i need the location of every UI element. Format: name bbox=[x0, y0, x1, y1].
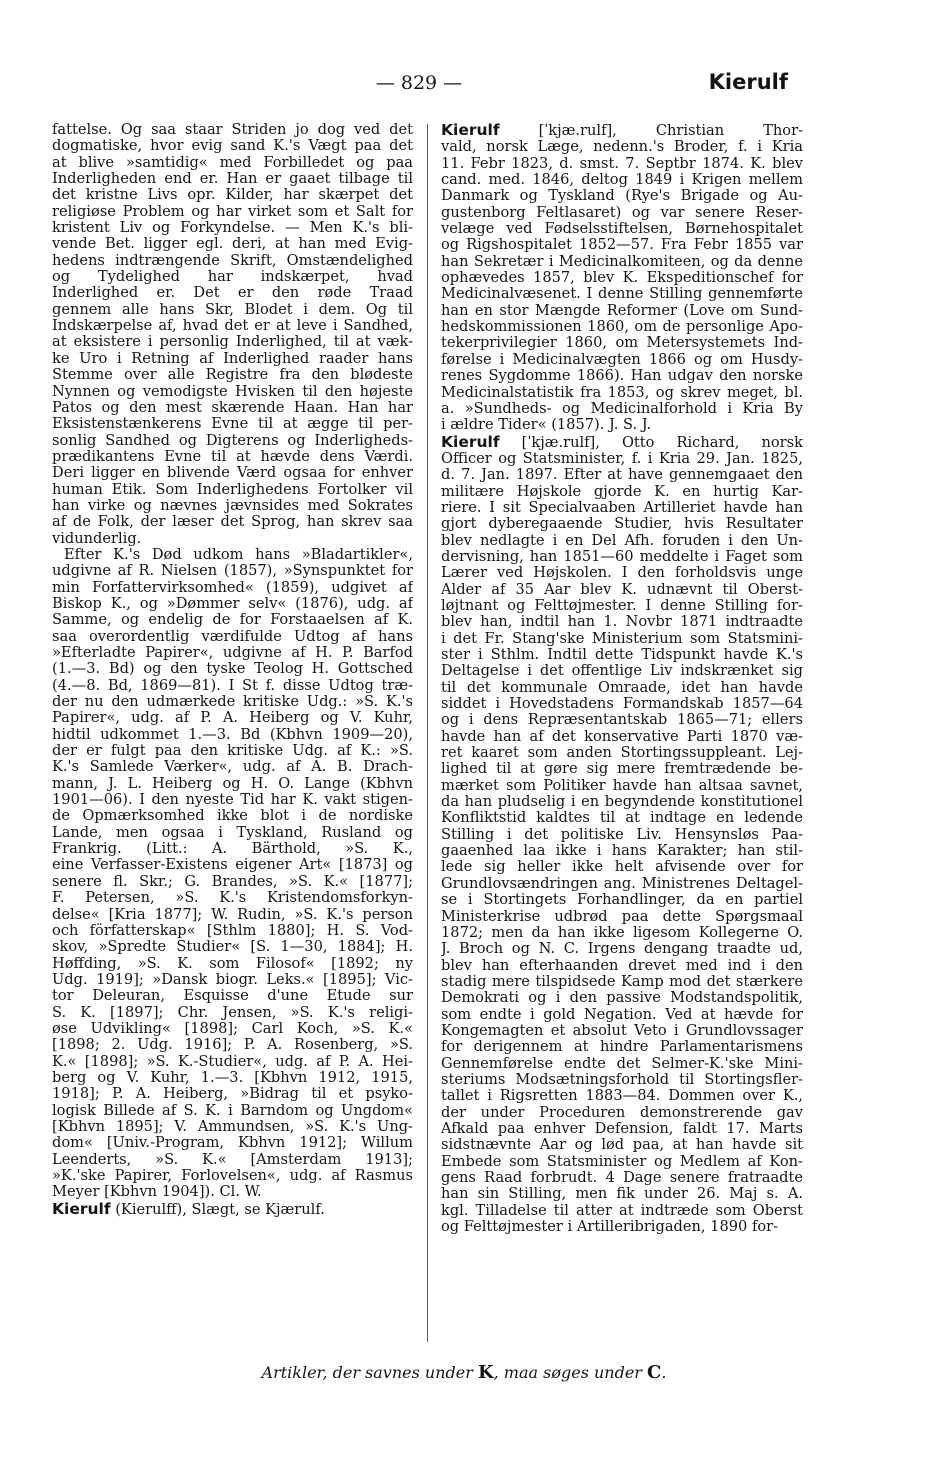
text-line: F. Petersen, »S. K.'s Kristendomsforkyn- bbox=[52, 890, 413, 907]
text-line: S. K. [1897]; Chr. Jensen, »S. K.'s religi- bbox=[52, 1004, 413, 1021]
text-line: human Etik. Som Inderlighedens Fortolker vil bbox=[52, 481, 413, 498]
text-line: gens Raad forbrudt. 4 Dage senere fratraadte bbox=[441, 1170, 803, 1186]
text-line: a. »Sundheds- og Medicinalforhold i Kria By bbox=[441, 400, 803, 417]
text-line: 1901—06). I den nyeste Tid har K. vakt stigen- bbox=[52, 792, 413, 809]
text-line: Inderlighed er. Det er den røde Traad bbox=[52, 285, 413, 302]
text-line: berg og V. Kuhr, 1.—3. [Kbhvn 1912, 1915, bbox=[52, 1069, 413, 1086]
text-line: se i Stortingets Forhandlinger, da en partiel bbox=[441, 892, 803, 909]
text-line: hidtil udkommet 1.—3. Bd (Kbhvn 1909—20), bbox=[52, 726, 413, 743]
text-line: ophævedes 1857, blev K. Ekspeditionschef for bbox=[441, 270, 803, 287]
text-line: for derigennem at hindre Parlamentarismens bbox=[441, 1039, 803, 1056]
footer-note bbox=[0, 1362, 928, 1383]
text-line: velæge ved Fødselsstiftelsen, Børnehospitalet bbox=[441, 221, 803, 238]
text-line: Efter K.'s Død udkom hans »Bladartikler«, bbox=[64, 546, 413, 563]
text-line: Kierulf (Kierulff), Slægt, se Kjærulf. bbox=[52, 1200, 325, 1218]
text-line: Inderligheden end er. Han er gaaet tilbage til bbox=[52, 171, 413, 188]
text-line: 11. Febr 1823, d. smst. 7. Septbr 1874. K. blev bbox=[441, 155, 803, 172]
text-line: i ældre Tider« (1857). J. S. J. bbox=[441, 417, 652, 434]
text-line: J. Broch og N. C. Irgens dengang traadte ud, bbox=[441, 941, 803, 958]
text-line: Medicinalvæsenet. I denne Stilling gennemførte bbox=[441, 286, 803, 303]
text-line: Udg. 1919]; »Dansk biogr. Leks.« [1895]; Vic- bbox=[52, 971, 413, 988]
text-line: han Sekretær i Medicinalkomiteen, og da denne bbox=[441, 253, 803, 270]
text-line: och författerskap« [Sthlm 1880]; H. S. Vod- bbox=[52, 922, 413, 939]
text-line: førelse i Medicinalvægten 1866 og om Husdy- bbox=[441, 351, 803, 368]
text-line: skov, »Spredte Studier« [S. 1—30, 1884]; H. bbox=[52, 939, 413, 956]
text-line: Høffding, »S. K. som Filosof« [1892; ny bbox=[52, 955, 413, 972]
text-line: [Kbhvn 1895]; V. Ammundsen, »S. K.'s Ung- bbox=[52, 1118, 413, 1135]
entry-headword: Kierulf bbox=[441, 122, 500, 139]
text-line: blev han, indtil han 1. Novbr 1871 indtraadte bbox=[441, 614, 803, 631]
text-line: Afkald paa enhver Defension, faldt 17. Marts bbox=[441, 1120, 803, 1137]
text-line: Kierulf [ˈkjæ.rulf], Christian Thor- bbox=[441, 122, 803, 139]
text-line: logisk Billede af S. K. i Barndom og Ungdom« bbox=[52, 1102, 413, 1119]
text-line: gaaenhed laa ikke i hans Karakter; han stil- bbox=[441, 843, 803, 860]
text-line: blev han efterhaanden drevet med ind i den bbox=[441, 957, 803, 974]
text-line: K.« [1898]; »S. K.-Studier«, udg. af P. A. Hei- bbox=[52, 1053, 413, 1070]
text-line: Alder af 35 Aar blev K. udnævnt til Oberst- bbox=[441, 581, 803, 598]
text-line: mærket som Politiker havde han altsaa savnet, bbox=[441, 777, 803, 794]
text-line: gjort dyberegaaende Studier, hvis Resultater bbox=[441, 516, 803, 533]
right-text-column bbox=[441, 122, 803, 1235]
entry-headword: Kierulf bbox=[52, 1200, 111, 1218]
text-line: der under Proceduren demonstrerende gav bbox=[441, 1104, 803, 1121]
text-line: og Rigshospitalet 1852—57. Fra Febr 1855 var bbox=[441, 237, 803, 254]
text-line: til det kommunale Omraade, idet han havde bbox=[441, 679, 803, 696]
text-line: gustenborg Feltlasaret) og var senere Reser- bbox=[441, 204, 803, 221]
text-line: Stemme over alle Registre fra den blødeste bbox=[52, 367, 413, 384]
text-line: blev nedlagte i en Del Afh. foruden i den Un- bbox=[441, 532, 803, 549]
text-line: kgl. Tilladelse til atter at indtræde som Oberst bbox=[441, 1202, 803, 1219]
text-line: Kongemagten et absolut Veto i Grundlovssager bbox=[441, 1022, 803, 1039]
text-line: stadig mere tilspidsede Kamp mod det stærkere bbox=[441, 973, 803, 990]
text-line: Biskop K., og »Dømmer selv« (1876), udg. af bbox=[52, 595, 413, 612]
text-line: cand. med. 1846, deltog 1849 i Krigen mellem bbox=[441, 172, 803, 189]
text-line: ster i Sthlm. Indtil dette Tidspunkt havde K.'s bbox=[441, 647, 803, 663]
column-divider bbox=[427, 124, 428, 1342]
text-line: Patos og den mest skærende Haan. Han har bbox=[52, 399, 413, 416]
text-line: tallet i Rigsretten 1883—84. Dommen over K., bbox=[441, 1088, 803, 1105]
text-line: Frankrig. (Litt.: A. Bärthold, »S. K., bbox=[52, 841, 413, 858]
text-line: Meyer [Kbhvn 1904]). Cl. W. bbox=[52, 1184, 262, 1201]
text-line: der er fulgt paa den kritiske Udg. af K.: »S. bbox=[52, 743, 413, 760]
text-line: de Opmærksomhed ikke blot i de nordiske bbox=[52, 808, 413, 825]
text-line: Demokrati og i den passive Modstandspolitik, bbox=[441, 990, 803, 1007]
text-line: Danmark og Tyskland (Rye's Brigade og Au- bbox=[441, 188, 803, 205]
text-line: Gennemførelse endte det Selmer-K.'ske Mini- bbox=[441, 1055, 803, 1072]
text-line: tor Deleuran, Esquisse d'une Étude sur bbox=[52, 988, 413, 1005]
text-line: dom« [Univ.-Program, Kbhvn 1912]; Willum bbox=[52, 1135, 413, 1152]
text-line: tekerprivilegier 1860, om Metersystemets Ind- bbox=[441, 335, 803, 352]
text-line: renes Sygdomme 1866). Han udgav den norske bbox=[441, 368, 803, 385]
text-line: min Forfattervirksomhed« (1859), udgivet af bbox=[52, 579, 413, 596]
text-line: i det Fr. Stang'ske Ministerium som Statsmini- bbox=[441, 630, 803, 647]
text-line: Samme, og endelig de for Forstaaelsen af K. bbox=[52, 612, 413, 629]
footer-text-a: Artikler, der savnes under bbox=[261, 1363, 478, 1382]
text-line: steriums Modsætningsforhold til Stortingsfler- bbox=[441, 1071, 803, 1088]
text-line: sonlig Sandhed og Digterens og Inderligheds- bbox=[52, 432, 413, 449]
text-line: ret kaaret som anden Stortingssuppleant. Lej- bbox=[441, 745, 803, 762]
text-line: vald, norsk Læge, nedenn.'s Broder, f. i Kria bbox=[441, 139, 803, 156]
text-line: 1918]; P. A. Heiberg, »Bidrag til et psyko- bbox=[52, 1086, 413, 1103]
text-line: gennem alle hans Skr, Blodet i dem. Og til bbox=[52, 301, 413, 318]
text-line: Kierulf [ˈkjæ.rulf], Otto Richard, norsk bbox=[441, 433, 803, 451]
text-line: Medicinalstatistik fra 1853, og skrev meget, bl. bbox=[441, 384, 803, 401]
text-line: (4.—8. Bd, 1869—81). I St f. disse Udtog træ- bbox=[52, 677, 413, 694]
text-line: og Felttøjmester i Artilleribrigaden, 1890 for- bbox=[441, 1219, 779, 1236]
text-line: fattelse. Og saa staar Striden jo dog ved det bbox=[52, 122, 413, 138]
text-line: lighed til at gøre sig mere fremtrædende be- bbox=[441, 761, 803, 778]
text-line: som endte i gold Negation. Ved at hævde for bbox=[441, 1006, 803, 1023]
text-line: Lærer ved Højskolen. I den forholdsvis unge bbox=[441, 565, 803, 582]
text-line: Lande, men ogsaa i Tyskland, Rusland og bbox=[52, 824, 413, 841]
text-line: løjtnant og Felttøjmester. I denne Stilling for- bbox=[441, 597, 803, 614]
text-line: delse« [Kria 1877]; W. Rudin, »S. K.'s person bbox=[52, 906, 413, 923]
text-line: sidstnævnte Aar og lød paa, at han havde sit bbox=[441, 1137, 803, 1154]
entry-headword: Kierulf bbox=[441, 433, 500, 451]
text-line: K.'s Samlede Værker«, udg. af A. B. Drach- bbox=[52, 759, 413, 776]
text-line: Grundlovsændringen ang. Ministrenes Deltagel- bbox=[441, 875, 803, 892]
text-line: havde han af det konservative Parti 1870 væ- bbox=[441, 728, 803, 745]
text-line: og i dens Repræsentantskab 1865—71; ellers bbox=[441, 712, 803, 729]
text-line: ke Uro i Retning af Inderlighed raader hans bbox=[52, 350, 413, 367]
text-line: »Efterladte Papirer«, udgivne af H. P. Barfod bbox=[52, 645, 413, 661]
text-line: saa overordentlig værdifulde Udtog af hans bbox=[52, 628, 413, 645]
text-line: Officer og Statsminister, f. i Kria 29. Jan. 1825, bbox=[441, 450, 803, 467]
text-line: Embede som Statsminister og Medlem af Kon- bbox=[441, 1153, 803, 1170]
text-line: d. 7. Jan. 1897. Efter at have gennemgaaet den bbox=[441, 467, 803, 484]
text-line: han virke og nævnes jævnsides med Sokrates bbox=[52, 497, 413, 514]
text-line: hedens indtrængende Skrift, Omstændelighed bbox=[52, 252, 413, 269]
text-line: (1.—3. Bd) og den tyske Teolog H. Gottsched bbox=[52, 661, 413, 678]
text-line: riere. I sit Specialvaaben Artilleriet havde han bbox=[441, 499, 803, 516]
text-line: øse Udvikling« [1898]; Carl Koch, »S. K.« bbox=[52, 1020, 413, 1037]
text-line: mann, J. L. Heiberg og H. O. Lange (Kbhvn bbox=[52, 775, 413, 792]
left-text-column bbox=[52, 122, 413, 1218]
text-line: at blive »samtidig« med Forbilledet og paa bbox=[52, 154, 413, 171]
text-line: det kristne Livs opr. Kilder, har skærpet det bbox=[52, 187, 413, 204]
text-line: vidunderlig. bbox=[52, 530, 142, 547]
text-line: senere fl. Skr.; G. Brandes, »S. K.« [1877]; bbox=[52, 873, 413, 890]
text-line: Eksistenstænkerens Evne til at ægge til per- bbox=[52, 416, 413, 433]
text-line: »K.'ske Papirer, Forlovelsen«, udg. af Rasmus bbox=[52, 1168, 413, 1184]
text-line: Deri ligger en blivende Værd ogsaa for enhver bbox=[52, 465, 413, 482]
text-line: 1872; men da han ikke ligesom Kollegerne O. bbox=[441, 924, 803, 941]
text-line: kristent Liv og Forkyndelse. — Men K.'s bli- bbox=[52, 220, 413, 237]
text-line: af de Folk, der læser det Sprog, han skrev saa bbox=[52, 514, 413, 531]
text-line: Deltagelse i det offentlige Liv indskrænket sig bbox=[441, 663, 803, 680]
text-line: vende Bet. ligger egl. deri, at han med Evig- bbox=[52, 236, 413, 253]
footer-text-b: , maa søges under bbox=[493, 1363, 648, 1382]
page-header bbox=[50, 70, 788, 100]
text-line: [1898; 2. Udg. 1916]; P. A. Rosenberg, »S. bbox=[52, 1037, 413, 1054]
text-line: udgivne af R. Nielsen (1857), »Synspunktet for bbox=[52, 563, 413, 580]
text-line: han en stor Mængde Reformer (Love om Sund- bbox=[441, 302, 803, 319]
text-line: siddet i Hovedstadens Formandskab 1857—64 bbox=[441, 696, 803, 713]
text-line: at eksistere i personlig Inderlighed, til at væk- bbox=[52, 334, 413, 351]
footer-letter-c: C bbox=[647, 1362, 662, 1383]
text-line: da han pludselig i en begyndende konstitutionel bbox=[441, 794, 803, 811]
text-line: eine Verfasser-Existens eigener Art« [1873] og bbox=[52, 857, 413, 874]
text-line: Leenderts, »S. K.« [Amsterdam 1913]; bbox=[52, 1151, 413, 1168]
text-line: dervisning, han 1851—60 meddelte i Faget som bbox=[441, 548, 803, 565]
text-line: hedskommissionen 1860, om de personlige Apo- bbox=[441, 319, 803, 336]
footer-letter-k: K bbox=[477, 1362, 494, 1383]
footer-text-c: . bbox=[661, 1363, 667, 1382]
page-number: — 829 — bbox=[375, 72, 463, 94]
text-line: han sin Stilling, men fik under 26. Maj s. A. bbox=[441, 1186, 803, 1203]
running-headword: Kierulf bbox=[708, 70, 788, 94]
text-line: dogmatiske, hvor evig sand K.'s Vægt paa det bbox=[52, 138, 413, 155]
text-line: Konfliktstid kaldtes til at indtage en ledende bbox=[441, 810, 803, 827]
text-line: og Tydelighed har indskærpet, hvad bbox=[52, 269, 413, 286]
text-line: religiøse Problem og har virket som et Salt for bbox=[52, 203, 413, 220]
text-line: prædikantens Evne til at hævde dens Værdi. bbox=[52, 448, 413, 465]
text-line: der nu den udmærkede kritiske Udg.: »S. K.'s bbox=[52, 694, 413, 711]
text-line: militære Højskole gjorde K. en hurtig Kar- bbox=[441, 483, 803, 500]
text-line: Ministerkrise udbrød paa dette Spørgsmaal bbox=[441, 908, 803, 925]
text-line: Nynnen og vemodigste Hvisken til den højeste bbox=[52, 383, 413, 400]
text-line: Indskærpelse af, hvad det er at leve i Sandhed, bbox=[52, 318, 413, 335]
text-line: Papirer«, udg. af P. A. Heiberg og V. Kuhr, bbox=[52, 710, 413, 727]
text-line: Stilling i det politiske Liv. Hensynsløs Paa- bbox=[441, 826, 803, 843]
text-line: lede sig heller ikke helt afvisende over for bbox=[441, 859, 803, 876]
